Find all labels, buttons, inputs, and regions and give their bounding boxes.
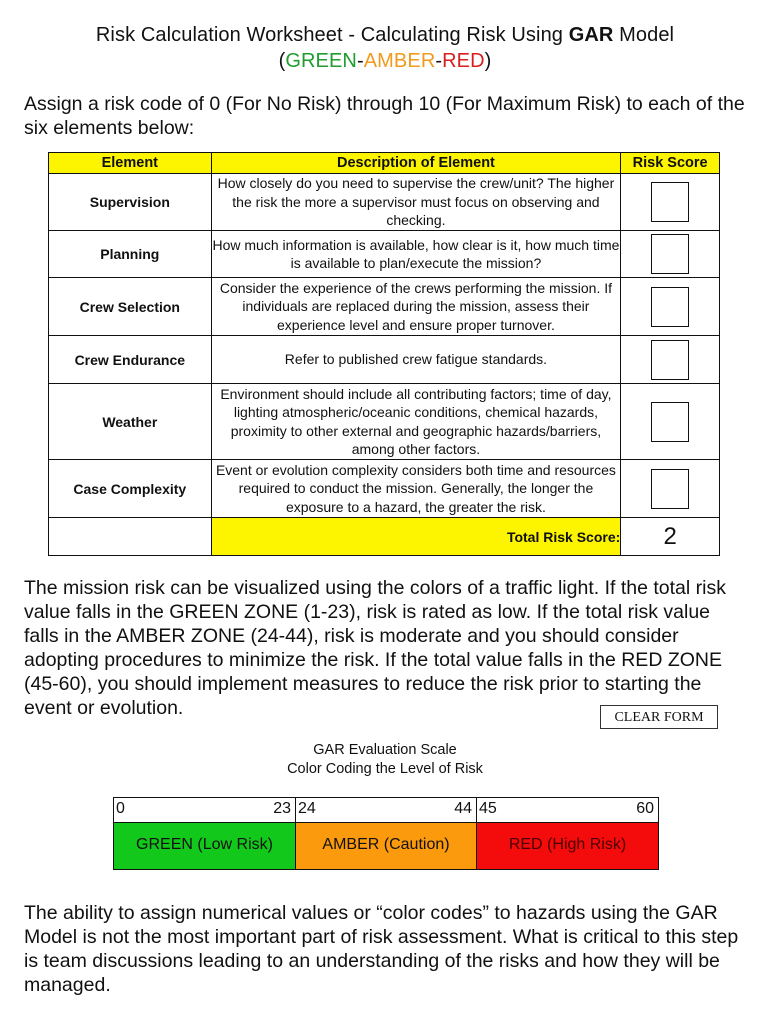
title-amber: AMBER [363,50,436,72]
table-row [49,460,720,518]
title-gar: GAR [568,24,614,46]
total-row [49,518,720,556]
red-high: 60 [636,800,654,817]
scale-subtitle: Color Coding the Level of Risk [287,761,483,777]
table-row [49,231,720,278]
risk-table [48,152,720,556]
green-low: 0 [116,800,125,817]
green-zone [114,798,296,869]
element-description: Environment should include all contributing factors; time of day, lighting atmospheric/oceanic conditions, chemical hazards, proximity to other external and geographic hazards/barriers, among other factors. [211,384,621,460]
element-name: Crew Selection [49,278,212,336]
closing-paragraph: The ability to assign numerical values or “color codes” to hazards using the GAR Model is not the most important part of risk assessment. What is critical to this step is team discussions leading to an understanding of the risks and how they will be managed. [24,902,739,996]
zone-explanation: The mission risk can be visualized using the colors of a traffic light. If the total risk value falls in the GREEN ZONE (1-23), risk is rated as low. If the total risk value falls in the AMBER ZONE (24-44), risk is moderate and you should consider adopting procedures to minimize the risk. If the total value falls in the RED ZONE (45-60), you should implement measures to reduce the risk prior to starting the event or evolution. [24,577,726,719]
total-risk-value: 2 [621,518,720,556]
red-label: RED (High Risk) [477,822,658,869]
scale-title: GAR Evaluation Scale [313,742,457,758]
header-risk-score: Risk Score [621,153,720,174]
amber-low: 24 [298,800,316,817]
planning-score-input[interactable] [651,234,689,274]
amber-zone [296,798,477,869]
amber-high: 44 [454,800,472,817]
crew-selection-score-input[interactable] [651,287,689,327]
case-complexity-score-input[interactable] [651,469,689,509]
worksheet-title: Risk Calculation Worksheet - Calculating Risk Using GAR Model (GREEN-AMBER-RED) [95,24,675,72]
title-suffix: Model [619,24,675,46]
table-header-row [49,153,720,174]
instructions: Assign a risk code of 0 (For No Risk) through 10 (For Maximum Risk) to each of the six elements below: [24,93,745,139]
table-row [49,174,720,231]
title-prefix: Risk Calculation Worksheet - Calculating Risk Using [95,24,564,46]
table-row [49,336,720,384]
clear-form-button[interactable]: CLEAR FORM [600,705,718,729]
element-name: Weather [49,384,212,460]
crew-endurance-score-input[interactable] [651,340,689,380]
header-description: Description of Element [211,153,621,174]
table-row [49,278,720,336]
gar-scale [113,797,659,870]
green-high: 23 [273,800,291,817]
header-element: Element [49,153,212,174]
table-row [49,384,720,460]
element-name: Case Complexity [49,460,212,518]
element-name: Supervision [49,174,212,231]
element-description: Refer to published crew fatigue standards. [211,336,621,384]
title-red: RED [442,50,485,72]
element-description: How much information is available, how clear is it, how much time is available to plan/execute the mission? [211,231,621,278]
title-green: GREEN [285,50,357,72]
element-name: Crew Endurance [49,336,212,384]
red-low: 45 [479,800,497,817]
amber-label: AMBER (Caution) [296,822,476,869]
element-description: How closely do you need to supervise the crew/unit? The higher the risk the more a supervisor must focus on observing and checking. [211,174,621,231]
element-name: Planning [49,231,212,278]
supervision-score-input[interactable] [651,182,689,222]
red-zone [477,798,658,869]
weather-score-input[interactable] [651,402,689,442]
green-label: GREEN (Low Risk) [114,822,295,869]
element-description: Event or evolution complexity considers both time and resources required to conduct the mission. Generally, the longer the exposure to a hazard, the greater the risk. [211,460,621,518]
element-description: Consider the experience of the crews performing the mission. If individuals are replaced during the mission, assess their experience level and ensure proper turnover. [211,278,621,336]
total-risk-label: Total Risk Score: [211,518,621,556]
